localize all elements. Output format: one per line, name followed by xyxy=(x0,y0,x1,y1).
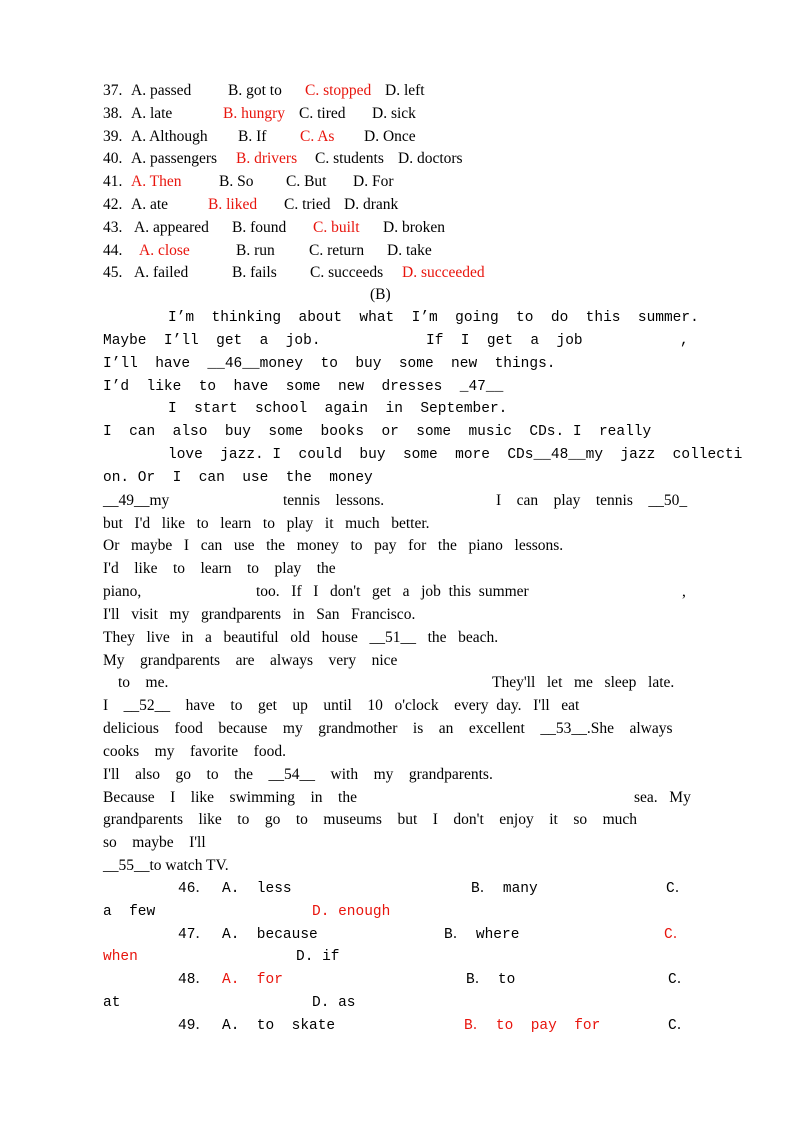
option-c-correct: C. As xyxy=(300,128,335,145)
passage-line: tennis lessons. xyxy=(283,492,385,509)
passage-line: I’ll have __46__money to buy some new things. xyxy=(103,356,556,372)
question-number: 49． xyxy=(178,1018,210,1034)
option-b: B. So xyxy=(219,173,254,190)
option-d: D. sick xyxy=(372,105,416,122)
question-number: 37. xyxy=(103,82,123,99)
option-c: C． xyxy=(668,972,692,988)
question-number: 48． xyxy=(178,972,210,988)
option-a: A. to skate xyxy=(222,1018,336,1034)
passage-line: I can also buy some books or some music CDs. I really xyxy=(103,424,652,440)
option-c: C． xyxy=(666,881,690,897)
option-d: D. take xyxy=(387,242,432,259)
passage-line: so maybe I'll xyxy=(103,834,206,851)
passage-line: grandparents like to go to museums but I don't enjoy it so much xyxy=(103,811,638,828)
passage-line: Maybe I’ll get a job. xyxy=(103,333,321,349)
passage-line: I start school again in September. xyxy=(168,401,508,417)
option-d: D. For xyxy=(353,173,394,190)
passage-line: cooks my favorite food. xyxy=(103,743,286,760)
option-d: D. broken xyxy=(383,219,445,236)
option-a-correct: A. close xyxy=(139,242,190,259)
passage-line: I'll visit my grandparents in San Francisco. xyxy=(103,606,416,623)
passage-line: They live in a beautiful old house __51__ the beach. xyxy=(103,629,499,646)
question-number: 45. xyxy=(103,264,123,281)
question-number: 41. xyxy=(103,173,123,190)
option-a: A. less xyxy=(222,881,292,897)
passage-line: sea. My xyxy=(634,789,691,806)
option-a: A. appeared xyxy=(134,219,209,236)
passage-line: piano, xyxy=(103,583,142,600)
option-d-correct: D. succeeded xyxy=(402,264,485,281)
option-a: A. failed xyxy=(134,264,189,281)
option-d: D. if xyxy=(296,949,340,965)
option-d: D. drank xyxy=(344,196,399,213)
passage-line: on. Or I can use the money xyxy=(103,470,373,486)
option-d: D. as xyxy=(312,995,356,1011)
question-number: 39. xyxy=(103,128,123,145)
option-c: C. tried xyxy=(284,196,331,213)
question-number: 40. xyxy=(103,150,123,167)
option-c: C. tired xyxy=(299,105,346,122)
option-b: B． many xyxy=(471,881,538,897)
passage-line: too. If I don't get a job this summer xyxy=(256,583,529,600)
passage-line: I'd like to learn to play the xyxy=(103,560,336,577)
passage-line: __55__to watch TV. xyxy=(103,857,229,874)
question-number: 47． xyxy=(178,927,210,943)
option-c: C. But xyxy=(286,173,327,190)
option-b: B． to xyxy=(466,972,516,988)
option-a-correct: A. for xyxy=(222,972,283,988)
passage-line: My grandparents are always very nice xyxy=(103,652,398,669)
question-number: 43. xyxy=(103,219,123,236)
passage-line: __49__my xyxy=(103,492,170,509)
option-b-correct: B． to pay for xyxy=(464,1018,601,1034)
option-c: C． xyxy=(668,1018,692,1034)
passage-line: I’m thinking about what I’m going to do this summer. xyxy=(168,310,699,326)
option-c-text-correct: when xyxy=(103,949,138,965)
passage-line: , xyxy=(680,333,689,349)
option-b-correct: B. liked xyxy=(208,196,258,213)
question-number: 42. xyxy=(103,196,123,213)
option-b: B. got to xyxy=(228,82,282,99)
passage-line: delicious food because my grandmother is an excellent __53__.She always xyxy=(103,720,673,737)
question-number: 44. xyxy=(103,242,123,259)
option-a: A. passengers xyxy=(131,150,218,167)
passage-line: to me. xyxy=(118,674,169,691)
option-c-correct: C． xyxy=(664,927,688,943)
question-number: 46． xyxy=(178,881,210,897)
passage-line: Or maybe I can use the money to pay for the piano lessons. xyxy=(103,537,564,554)
option-b: B. fails xyxy=(232,264,277,281)
option-d: D. doctors xyxy=(398,150,463,167)
passage-line: Because I like swimming in the xyxy=(103,789,357,806)
option-a: A. late xyxy=(131,105,173,122)
option-a-correct: A. Then xyxy=(131,173,182,190)
option-b: B. run xyxy=(236,242,275,259)
option-a: A. ate xyxy=(131,196,169,213)
option-c-text: at xyxy=(103,995,121,1011)
option-c-text: a few xyxy=(103,904,156,920)
passage-line: I can play tennis __50_ xyxy=(496,492,688,509)
passage-line: I'll also go to the __54__ with my grandparents. xyxy=(103,766,493,783)
option-c: C. return xyxy=(309,242,365,259)
option-b: B. found xyxy=(232,219,287,236)
passage-line: If I get a job xyxy=(426,333,583,349)
option-c-correct: C. built xyxy=(313,219,360,236)
passage-line: They'll let me sleep late. xyxy=(492,674,675,691)
question-number: 38. xyxy=(103,105,123,122)
section-label: (B) xyxy=(370,286,391,303)
passage-line: I __52__ have to get up until 10 o'clock every day. I'll eat xyxy=(103,697,580,714)
option-d: D. left xyxy=(385,82,425,99)
option-a: A. Although xyxy=(131,128,208,145)
option-a: A. passed xyxy=(131,82,192,99)
option-b-correct: B. drivers xyxy=(236,150,298,167)
option-a: A. because xyxy=(222,927,318,943)
passage-line: but I'd like to learn to play it much better. xyxy=(103,515,430,532)
passage-line: , xyxy=(682,583,686,600)
option-d: D. Once xyxy=(364,128,416,145)
option-b: B. If xyxy=(238,128,267,145)
option-b-correct: B. hungry xyxy=(223,105,285,122)
option-c: C. students xyxy=(315,150,384,167)
option-c: C. succeeds xyxy=(310,264,384,281)
passage-line: love jazz. I could buy some more CDs__48__my jazz collecti xyxy=(168,447,743,463)
passage-line: I’d like to have some new dresses _47__ xyxy=(103,379,504,395)
option-c-correct: C. stopped xyxy=(305,82,372,99)
option-d-correct: D. enough xyxy=(312,904,391,920)
option-b: B． where xyxy=(444,927,520,943)
